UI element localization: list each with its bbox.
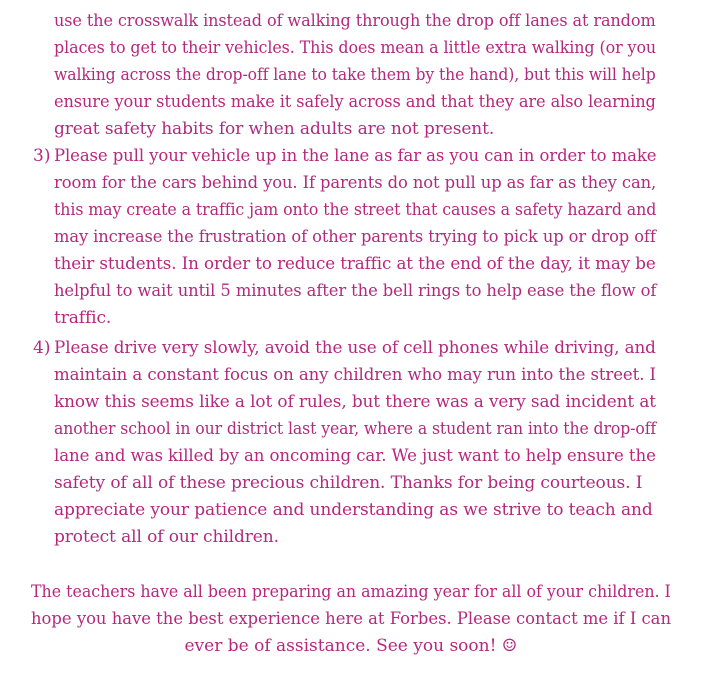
item-4-line: maintain a constant focus on any children who may run into the street. I — [54, 365, 656, 385]
item-3-line: room for the cars behind you. If parents do not pull up as far as they can, — [54, 173, 657, 193]
item-4-line: appreciate your patience and understanding as we strive to teach and — [54, 500, 653, 520]
item-3-line: may increase the frustration of other parents trying to pick up or drop off — [54, 227, 656, 247]
item-3-line: Please pull your vehicle up in the lane as far as you can in order to make — [54, 146, 657, 166]
item-4-line: lane and was killed by an oncoming car. We just want to help ensure the — [54, 446, 656, 466]
item-3-line: this may create a traffic jam onto the street that causes a safety hazard and — [54, 200, 657, 220]
item-4-line: know this seems like a lot of rules, but there was a very sad incident at — [54, 392, 656, 412]
item-4-line: protect all of our children. — [54, 527, 279, 547]
item-4-marker: 4) — [33, 338, 51, 358]
item-3-marker: 3) — [33, 146, 51, 166]
closing-line: hope you have the best experience here at Forbes. Please contact me if I can — [31, 609, 672, 629]
item-2-line: great safety habits for when adults are not present. — [54, 119, 495, 139]
item-3-line: helpful to wait until 5 minutes after the bell rings to help ease the flow of — [54, 281, 657, 301]
item-2-line: walking across the drop-off lane to take them by the hand), but this will help — [54, 65, 656, 85]
item-3-line: traffic. — [54, 308, 112, 328]
item-3-line: their students. In order to reduce traffic at the end of the day, it may be — [54, 254, 656, 274]
item-2-line: use the crosswalk instead of walking through the drop off lanes at random — [54, 11, 656, 31]
item-4-line: another school in our district last year, where a student ran into the drop-off — [54, 419, 657, 439]
closing-line: The teachers have all been preparing an amazing year for all of your children. I — [31, 582, 671, 602]
closing-line: ever be of assistance. See you soon! ☺ — [184, 636, 518, 656]
item-2-line: ensure your students make it safely across and that they are also learning — [54, 92, 656, 112]
item-4-line: safety of all of these precious children. Thanks for being courteous. I — [54, 473, 643, 493]
item-4-line: Please drive very slowly, avoid the use of cell phones while driving, and — [54, 338, 656, 358]
item-2-line: places to get to their vehicles. This does mean a little extra walking (or you — [54, 38, 657, 58]
